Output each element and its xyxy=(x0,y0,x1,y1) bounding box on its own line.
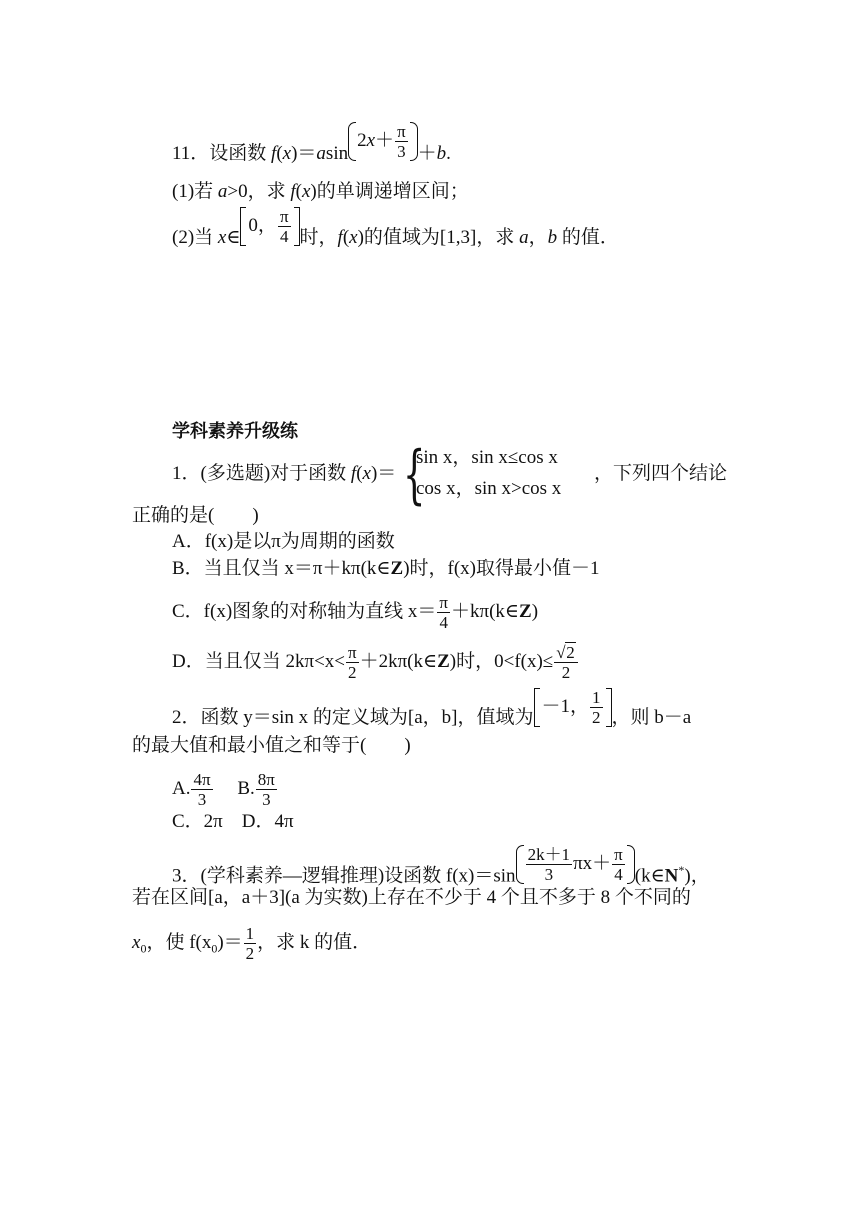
s2-two: 2 xyxy=(592,708,601,728)
s1-prefix: 1．(多选题)对于函数 xyxy=(172,463,351,484)
q11-plus-b: ＋ xyxy=(417,143,437,164)
q11-f: f xyxy=(271,143,277,164)
s2-neg-one: －1， xyxy=(541,696,590,717)
q11-p2-prefix: (2)当 xyxy=(172,227,218,248)
q11-four: 4 xyxy=(279,227,289,247)
s2-line2: 的最大值和最小值之和等于( ) xyxy=(132,735,411,756)
q11-eq: )＝ xyxy=(291,143,317,164)
s2-b-frac xyxy=(256,770,277,809)
q11-p2-range: )的值域为[1,3]，求 xyxy=(357,227,520,248)
s3-line2: 若在区间[a，a＋3](a 为实数)上存在不少于 4 个且不多于 8 个不同的 xyxy=(132,887,691,908)
s3-frac-k xyxy=(526,845,573,884)
q11-p2-mid: 时， xyxy=(299,227,338,248)
s1-suffix: ，下列四个结论 xyxy=(594,463,728,484)
q11-p2-comma: ， xyxy=(528,227,548,248)
s1-d-sqrt-frac: √ 2 2 xyxy=(554,643,578,682)
s1-line2: 正确的是( ) xyxy=(132,505,259,526)
s1-option-c xyxy=(172,593,538,632)
s3-pi: π xyxy=(614,845,623,865)
s3-sub0-b: 0 xyxy=(211,941,218,956)
s2-one: 1 xyxy=(592,688,601,708)
q11-part1: (1)若 a>0，求 f(x)的单调递增区间； xyxy=(172,181,469,202)
q11-b: b xyxy=(436,143,447,164)
q11-paren: 2x＋ $\frac{\pi}{3}$ xyxy=(348,122,418,161)
s1-d-post: )时，0<f(x)≤ xyxy=(449,650,554,672)
s2-prefix: 2．函数 y＝sin x 的定义域为[a，b]，值域为 xyxy=(172,707,534,728)
q11-p2-f: f xyxy=(337,227,343,248)
s2-b-num: 8π xyxy=(257,770,275,789)
s2-options-ab xyxy=(172,770,278,809)
q11-stem-text: 11．设函数 xyxy=(172,143,272,164)
s2-a-label: A. xyxy=(172,777,191,799)
s1-c-frac: $\frac{\pi}{4}$ xyxy=(439,593,448,632)
s3-mid: πx＋ xyxy=(573,853,612,875)
s1-c-z: Z xyxy=(519,600,532,622)
q11-p2-a: a xyxy=(519,227,529,248)
q11-pi2: π xyxy=(279,207,289,227)
s1-option-d xyxy=(172,643,579,682)
s1-d-sqrt2: 2 xyxy=(566,643,575,662)
q11-frac-pi-4 xyxy=(278,207,291,246)
s1-c-post: ＋kπ(k∈ xyxy=(451,600,519,622)
q11-stem: 11．设函数 f(x)＝asin 2x＋ $\frac{\pi}{3}$ ＋b. xyxy=(172,122,451,164)
q11-p2-x: x xyxy=(217,227,227,248)
s3-line3-mid: ，使 f(x xyxy=(146,931,212,953)
s1-case1: sin x，sin x≤cos x xyxy=(416,447,558,468)
q11-sin: sin xyxy=(325,143,349,164)
s1-b-z: Z xyxy=(390,558,404,579)
s2-b-label: B. xyxy=(237,777,255,799)
q11-p1-suffix: )的单调递增区间； xyxy=(310,181,469,202)
s2-stem xyxy=(172,688,692,730)
q11-p1-prefix: (1)若 xyxy=(172,181,218,202)
s3-one: 1 xyxy=(245,924,255,943)
q11-zero: 0， xyxy=(248,215,277,236)
s1-option-b xyxy=(172,557,600,581)
q11-a: a xyxy=(316,143,326,164)
s1-brace: { xyxy=(403,438,426,512)
s1-eq: )＝ xyxy=(370,463,397,484)
section-title: 学科素养升级练 xyxy=(172,421,298,442)
s3-two: 2 xyxy=(245,944,255,963)
s2-a-num: 4π xyxy=(193,770,211,789)
s1-d-frac: $\frac{\pi}{2}$ xyxy=(348,643,357,682)
s3-sub0: 0 xyxy=(140,941,147,956)
s2-half xyxy=(590,688,603,727)
q11-p2-x2: x xyxy=(349,227,358,248)
s1-stem: 1．(多选题)对于函数 f(x)＝ xyxy=(172,463,397,484)
s3-x0: x xyxy=(132,931,141,953)
s1-d-z: Z xyxy=(437,650,450,672)
s3-frac-pi xyxy=(612,845,625,884)
q11-p1-f: f xyxy=(290,181,296,202)
q11-x: x xyxy=(282,143,292,164)
s1-d-mid: ＋2kπ(k∈ xyxy=(359,650,438,672)
s3-four: 4 xyxy=(614,865,623,885)
s1-case2: cos x，sin x>cos x xyxy=(416,478,562,499)
q11-interval xyxy=(240,207,299,246)
q11-p2-in: ∈ xyxy=(226,227,241,248)
s3-suffix2: )， xyxy=(684,865,710,887)
q11-p1-x: x xyxy=(301,181,311,202)
s3-half xyxy=(244,924,257,963)
q11-p2-b: b xyxy=(547,227,558,248)
q11-p1-cond: >0，求 xyxy=(227,181,291,202)
s2-options-cd: C．2π D．4π xyxy=(172,811,294,832)
q11-part2: (2)当 x∈ 0， $\frac{\pi}{4}$ 时，f(x)的值域为[1,3]，求 a，b 的值． xyxy=(172,207,619,248)
s1-c-pre: C．f(x)图象的对称轴为直线 x＝ xyxy=(172,600,437,622)
s2-a-den: 3 xyxy=(197,790,207,809)
s2-range xyxy=(534,688,612,727)
s3-n: N xyxy=(664,865,679,887)
s3-line3-post: ，求 k 的值． xyxy=(257,931,372,953)
s3-suffix: (k∈ xyxy=(634,865,665,887)
s1-b-post: )时，f(x)取得最小值－1 xyxy=(403,558,600,579)
s1-d-pre: D．当且仅当 2kπ<x< xyxy=(172,650,345,672)
q11-dot: . xyxy=(446,143,451,164)
s3-paren xyxy=(516,845,635,884)
s2-b-den: 3 xyxy=(262,790,271,809)
s3-prefix: 3．(学科素养—逻辑推理)设函数 f(x)＝sin xyxy=(172,865,516,887)
s3-frac-num: 2k＋1 xyxy=(527,845,571,865)
q11-frac-pi-3 xyxy=(395,122,408,161)
s2-a-frac xyxy=(191,770,212,809)
s3-stem xyxy=(172,845,710,888)
s2-suffix: ，则 b－a xyxy=(611,707,692,728)
s3-star: * xyxy=(678,863,685,877)
s3-line3-mid2: )＝ xyxy=(217,931,243,953)
q11-p2-end: 的值． xyxy=(557,227,619,248)
s3-frac-den: 3 xyxy=(544,865,554,885)
q11-p1-a: a xyxy=(217,181,228,202)
s1-b-pre: B．当且仅当 x＝π＋kπ(k∈ xyxy=(172,558,391,579)
q11-plus: ＋ xyxy=(375,130,395,151)
s1-c-close: ) xyxy=(531,600,539,622)
q11-three: 3 xyxy=(397,142,406,162)
s1-option-a: A．f(x)是以π为周期的函数 xyxy=(172,531,395,552)
q11-pi: π xyxy=(397,122,406,142)
s3-line3 xyxy=(132,924,371,963)
